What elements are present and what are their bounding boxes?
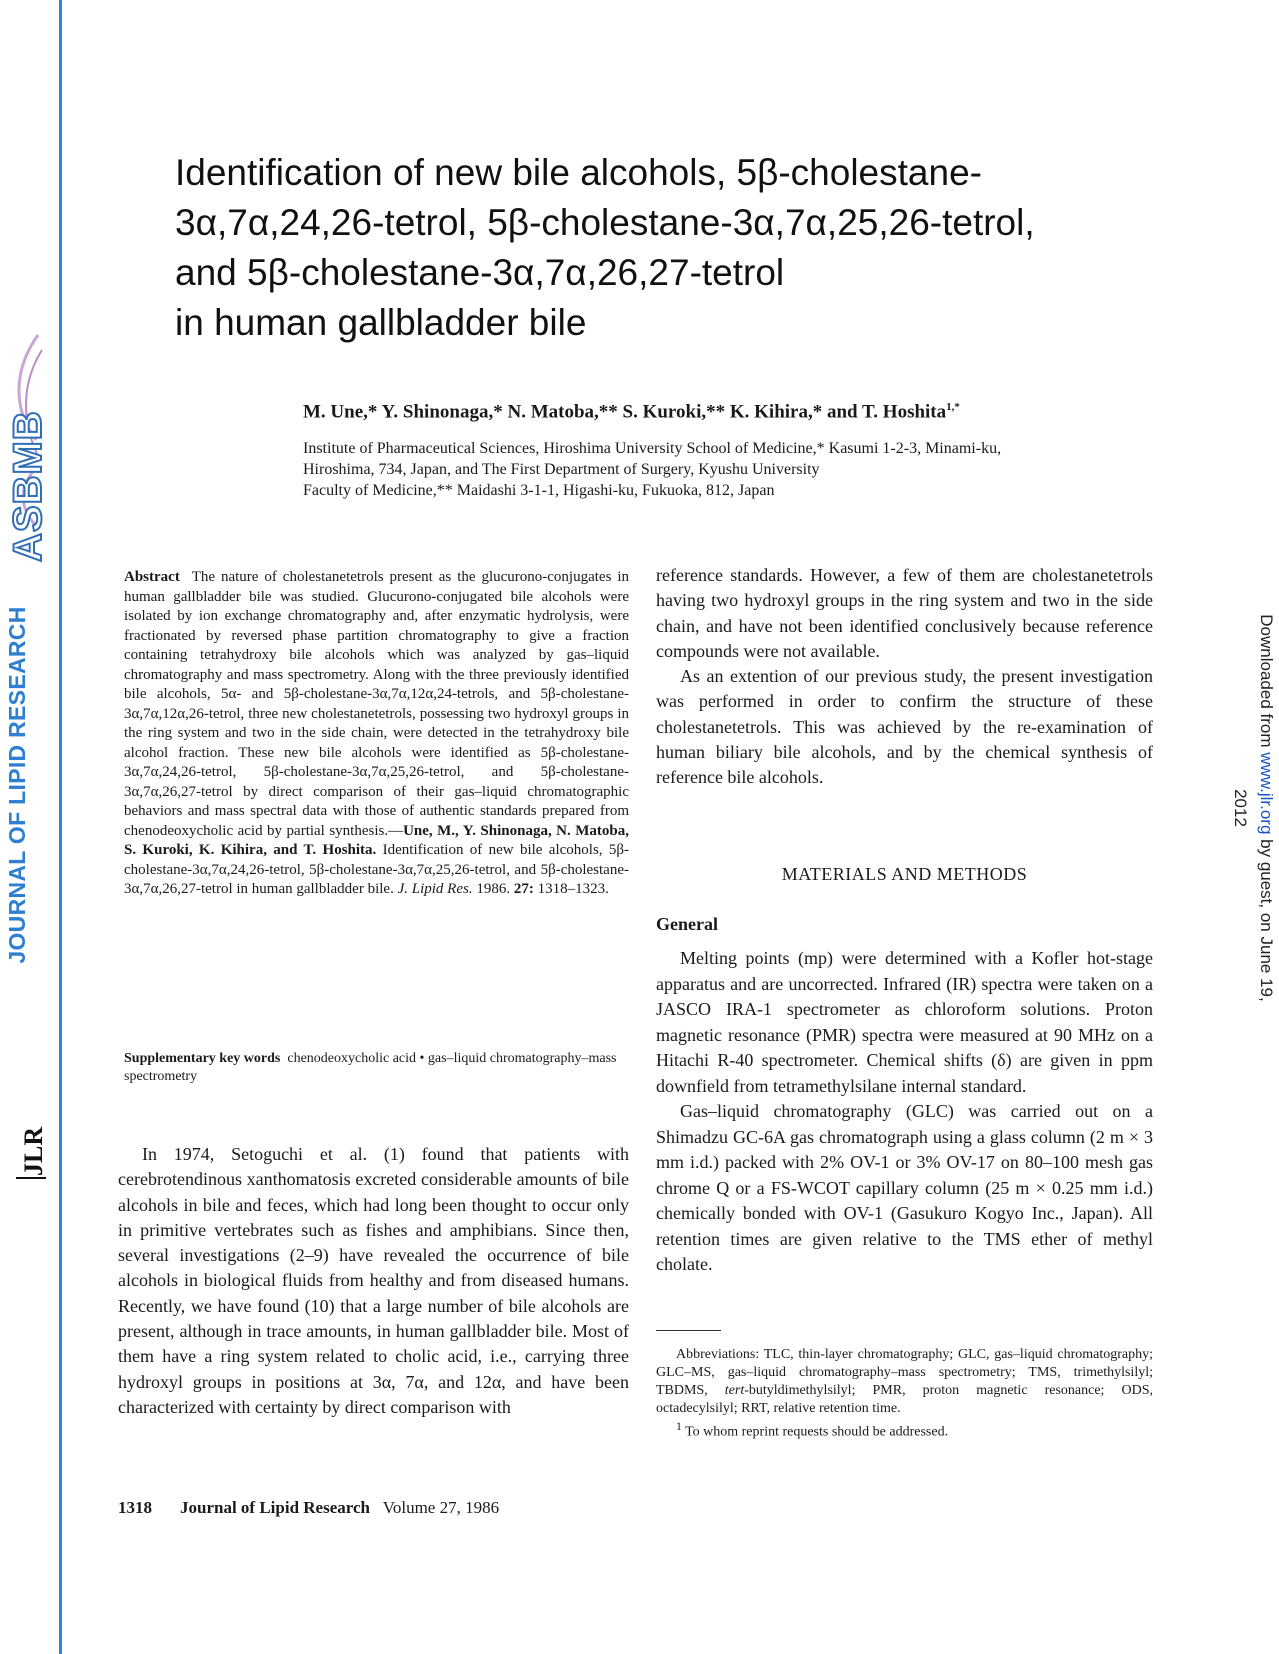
footnote-reprint-text: To whom reprint requests should be addressed. [681,1424,949,1440]
article-title [175,148,1175,348]
title-line: in human gallbladder bile [175,302,587,343]
affiliation-line: Faculty of Medicine,** Maidashi 3-1-1, Higashi-ku, Fukuoka, 812, Japan [303,482,775,499]
abbrev-text-a: Abbreviations: TLC, thin-layer chromatography; GLC, gas–liquid chromatography; GLC–MS, gas–liquid chromatography–mass spectrometry; TMS, trimethylsilyl; TBDMS, [656,1347,1153,1398]
page-number: 1318 [118,1498,152,1517]
affiliations [303,438,1173,501]
subsection-heading: General [656,914,718,934]
page-footer [118,1498,499,1518]
abstract-citation-title: Identification of new bile alcohols, 5β-cholestane-3α,7α,24,26-tetrol, 5β-cholestane-3α,7α,25,26-tetrol, and 5β-cholestane-3α,7α,26,27-tetrol in human gallbladder bile. [124,842,629,897]
authors-text: M. Une,* Y. Shinonaga,* N. Matoba,** S. Kuroki,** K. Kihira,* and T. Hoshita [303,401,947,423]
jlr-logo-icon [12,1126,48,1180]
methods-paragraph: Gas–liquid chromatography (GLC) was carried out on a Shimadzu GC-6A gas chromatograph using a glass column (2 m × 3 mm i.d.) packed with 2% OV-1 or 3% OV-17 on 80–100 mesh gas chrome Q or a FS-WCOT capillary column (25 m × 0.25 mm i.d.) chemically bonded with OV-1 (Gasukuro Kogyo Inc., Japan). All retention times are given relative to the TMS ether of methyl cholate. [656,1101,1153,1274]
footnotes [656,1346,1153,1442]
intro-continuation: reference standards. However, a few of them are cholestanetetrols having two hydroxyl groups in the ring system and two in the side chain, and have not been identified conclusively because reference compounds were not available. [656,565,1153,661]
authors-mark: 1,* [946,401,960,413]
intro-paragraph-2: As an extention of our previous study, the present investigation was performed in order to confirm the structure of these cholestanetetrols. This was achieved by the re-examination of human biliary bile alcohols, and by the chemical synthesis of reference bile alcohols. [656,666,1153,788]
abstract-citation-pages: 1318–1323. [533,881,609,897]
footnote-mark: 1 [676,1420,682,1433]
asbmb-logo: ASBMB [6,410,50,562]
title-line: 3α,7α,24,26-tetrol, 5β-cholestane-3α,7α,25,26-tetrol, [175,202,1035,243]
journal-name: Journal of Lipid Research [180,1498,371,1517]
abstract-citation-authors: Une, M., Y. Shinonaga, N. Matoba, S. Kuroki, K. Kihira, and T. Hoshita. [124,822,629,858]
volume-info: Volume 27, 1986 [382,1498,500,1517]
download-note-prefix: Downloaded from [1257,614,1276,753]
author-list [303,401,960,423]
abstract-citation-year: 1986. [472,881,514,897]
affiliation-line: Hiroshima, 734, Japan, and The First Department of Surgery, Kyushu University [303,461,820,478]
abstract-citation-volume: 27: [513,881,534,897]
title-line: and 5β-cholestane-3α,7α,26,27-tetrol [175,252,785,293]
methods-paragraph: Melting points (mp) were determined with a Kofler hot-stage apparatus and are uncorrected. Infrared (IR) spectra were taken on a JASCO IRA-1 spectrometer as chloroform solutions. Proton magnetic resonance (PMR) spectra were measured at 90 MHz on a Hitachi R-40 spectrometer. Chemical shifts (δ) are given in ppm downfield from tetramethylsilane internal standard. [656,948,1153,1096]
abstract-text: The nature of cholestanetetrols present as the glucurono-conjugates in human gallbladder bile was studied. Glucurono-conjugated bile alcohols were isolated by ion exchange chromatography and, after enzymatic hydrolysis, were fractionated by reversed phase partition chromatography to give a fraction containing tetrahydroxy bile alcohols which was analyzed by gas–liquid chromatography and mass spectrometry. Along with the three previously identified bile alcohols, 5α- and 5β-cholestane-3α,7α,12α,24-tetrols, and 5β-cholestane-3α,7α,12α,26-tetrol, three new cholestanetetrols, possessing two hydroxyl groups in the ring system and two in the side chain, were detected in the tetrahydroxy bile alcohol fraction. These new bile alcohols were identified as 5β-cholestane-3α,7α,24,26-tetrol, 5β-cholestane-3α,7α,25,26-tetrol, and 5β-cholestane-3α,7α,26,27-tetrol by direct comparison of their gas–liquid chromatographic behaviors and mass spectral data with those of authentic standards prepared from chenodeoxycholic acid by partial synthesis.— [124,569,630,839]
download-note-suffix: by guest, on June 19, 2012 [1231,789,1276,1002]
footnote-reprint [656,1418,1153,1442]
footnote-divider [656,1330,721,1331]
footnote-abbreviations [656,1346,1153,1418]
abbrev-text-b: -butyldimethylsilyl; PMR, proton magnetic resonance; ODS, octadecylsilyl; RRT, relative retention time. [656,1383,1153,1416]
abstract-label: Abstract [124,569,180,585]
abbrev-italic: tert [724,1383,745,1398]
section-heading: MATERIALS AND METHODS [781,864,1028,884]
methods-general [656,946,1153,1278]
keywords-label: Supplementary key words [124,1051,281,1066]
abstract [124,568,629,900]
affiliation-line: Institute of Pharmaceutical Sciences, Hiroshima University School of Medicine,* Kasumi 1-2-3, Minami-ku, [303,440,1002,457]
journal-name-vertical: JOURNAL OF LIPID RESEARCH [4,606,30,964]
download-note [1231,608,1279,1008]
intro-paragraph: In 1974, Setoguchi et al. (1) found that patients with cerebrotendinous xanthomatosis excreted considerable amounts of bile alcohols in bile and feces, which had long been thought to occur only in primitive vertebrates such as fishes and amphibians. Since then, several investigations (2–9) have revealed the occurrence of bile alcohols in biological fluids from healthy and from diseased humans. Recently, we have found (10) that a large number of bile alcohols are present, although in trace amounts, in human gallbladder bile. Most of them have a ring system related to cholic acid, i.e., carrying three hydroxyl groups in positions at 3α, 7α, and 12α, and have been characterized with certainty by direct comparison with [118,1144,629,1417]
abstract-citation-journal: J. Lipid Res. [397,881,473,897]
right-column-intro [656,563,1153,791]
journal-sidebar [0,0,62,1654]
jlr-website-link[interactable]: www.jlr.org [1257,752,1276,835]
key-words [124,1050,629,1086]
title-line: Identification of new bile alcohols, 5β-cholestane- [175,152,982,193]
svg-text:JLR: JLR [19,1126,48,1176]
keywords-text: chenodeoxycholic acid • gas–liquid chromatography–mass spectrometry [124,1051,617,1084]
